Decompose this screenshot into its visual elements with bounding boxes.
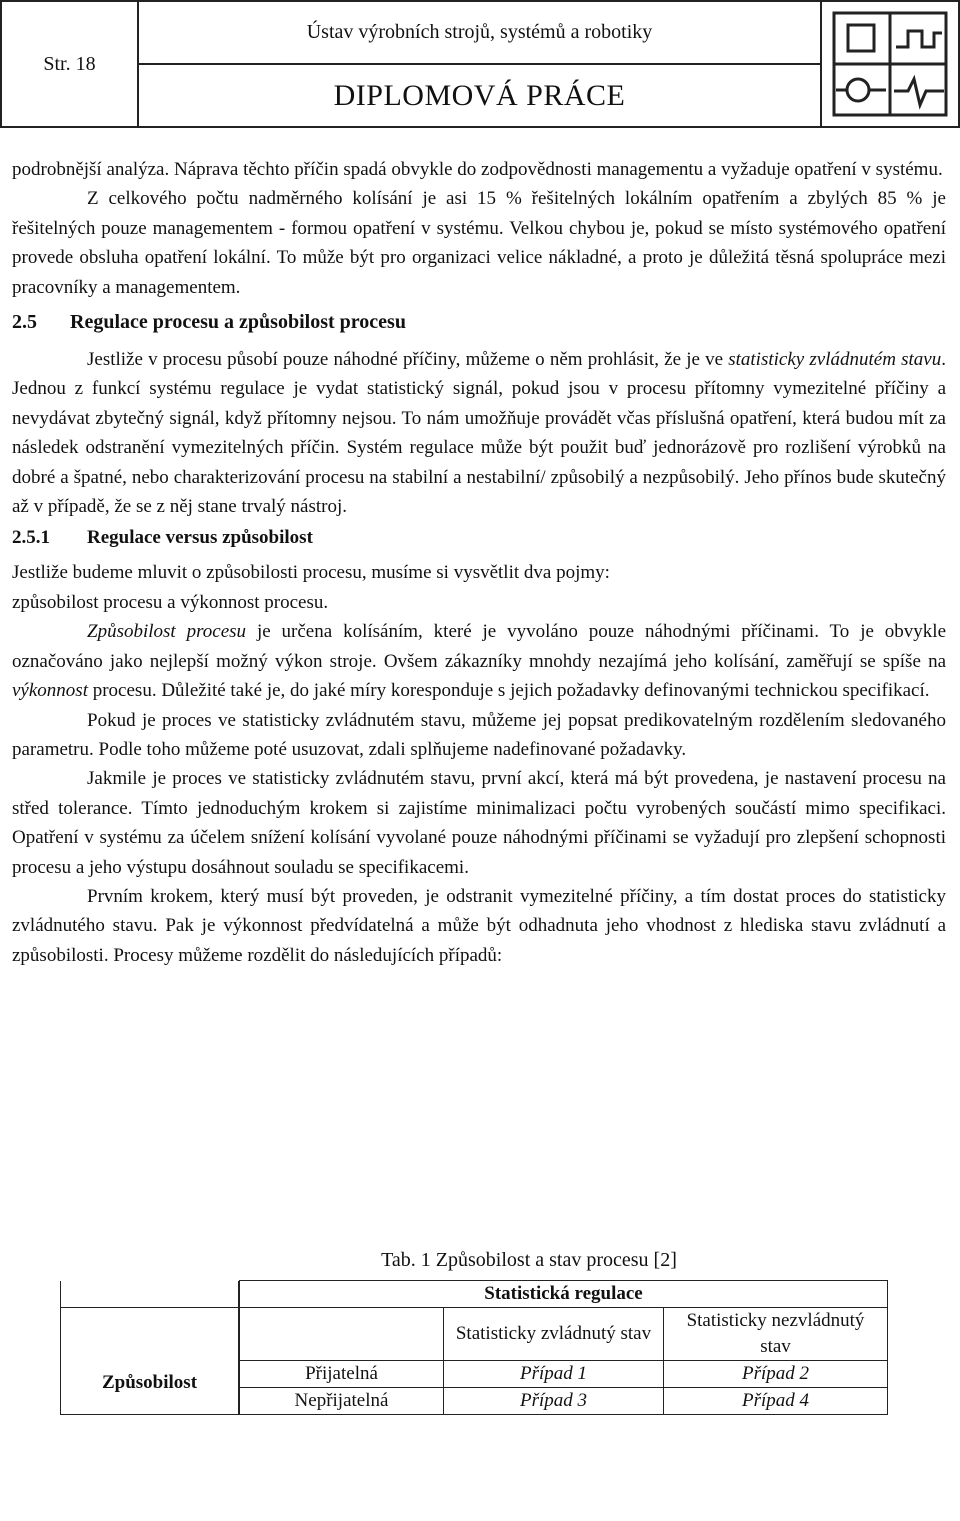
section-title: Regulace procesu a způsobilost procesu <box>70 311 406 334</box>
text-run: procesu. Důležité také je, do jaké míry koresponduje s jejich požadavky definovanými technickou specifikací. <box>87 680 930 702</box>
table-cell: Případ 1 <box>444 1361 664 1388</box>
table-corner-cell <box>61 1281 239 1308</box>
table-cell <box>240 1308 444 1361</box>
text-run: . Jednou z funkcí systému regulace je vydat statistický signál, pokud jsou v procesu přítomny vymezitelné příčiny a nevydávat zbytečný signál, když přítomny nejsou. To nám umožňuje provádět včas příslušná opatření, která budou mít za následek odstranění vymezitelných příčin. Systém regulace může být použit buď jednorázově pro rozlišení výrobků na dobré a špatné, nebo charakterizování procesu na stabilní a nestabilní/ způsobilý a nezpůsobilý. Jeho přínos bude skutečný až v případě, že se z něj stane trvalý nástroj. <box>12 349 946 518</box>
emphasis-text: výkonnost <box>12 680 88 702</box>
institute-logo-icon <box>822 2 958 126</box>
column-header: Statisticky zvládnutý stav <box>444 1308 664 1361</box>
emphasis-text: Způsobilost procesu <box>87 621 247 643</box>
subsection-heading <box>12 523 946 552</box>
paragraph-line: Jestliže budeme mluvit o způsobilosti procesu, musíme si vysvětlit dva pojmy: <box>12 562 610 584</box>
paragraph: Pokud je proces ve statisticky zvládnutém stavu, můžeme jej popsat predikovatelným rozdělením sledovaného parametru. Podle toho můžeme poté usuzovat, zdali splňujeme nadefinované požadavky. <box>12 709 946 760</box>
paragraph-line: způsobilost procesu a výkonnost procesu. <box>12 591 329 613</box>
emphasis-text: statisticky zvládnutém stavu <box>728 349 942 371</box>
row-label: Přijatelná <box>240 1361 444 1388</box>
paragraph: podrobnější analýza. Náprava těchto příčin spadá obvykle do zodpovědnosti managementu a vyžaduje opatření v systému. <box>12 159 943 180</box>
table-cell: Případ 2 <box>664 1361 888 1388</box>
group-header: Statistická regulace <box>240 1281 888 1308</box>
page-header <box>0 0 960 128</box>
table-row <box>61 1308 888 1361</box>
paragraph: Jakmile je proces ve statisticky zvládnutém stavu, první akcí, která má být provedena, je nastavení procesu na střed tolerance. Tímto jednoduchým krokem si zajistíme minimalizaci počtu vyrobených součástí mimo specifikaci. Opatření v systému za účelem snížení kolísání vyvolané pouze náhodnými příčinami se vyžadují pro zlepšení schopnosti procesu a jeho výstupu dosáhnout souladu se specifikacemi. <box>12 768 946 878</box>
capability-table <box>60 1280 888 1415</box>
table-caption: Tab. 1 Způsobilost a stav procesu [2] <box>381 1249 677 1271</box>
column-header: Statisticky nezvládnutý stav <box>664 1308 888 1361</box>
paragraph: Prvním krokem, který musí být proveden, je odstranit vymezitelné příčiny, a tím dostat proces do statisticky zvládnutého stavu. Pak je výkonnost předvídatelná a může být odhadnuta jeho vhodnost z hlediska stavu zvládnutí a způsobilosti. Procesy můžeme rozdělit do následujících případů: <box>12 885 946 966</box>
subsection-number: 2.5.1 <box>12 527 50 549</box>
text-run: Jestliže v procesu působí pouze náhodné příčiny, můžeme o něm prohlásit, že je ve <box>87 349 729 371</box>
thesis-type: DIPLOMOVÁ PRÁCE <box>333 78 626 112</box>
page-number: Str. 18 <box>2 2 139 126</box>
header-titles <box>139 2 822 126</box>
section-number: 2.5 <box>12 311 37 334</box>
section-heading <box>12 308 946 337</box>
table-cell: Případ 3 <box>444 1388 664 1415</box>
row-label: Nepřijatelná <box>240 1388 444 1415</box>
institute-name: Ústav výrobních strojů, systémů a robotiky <box>139 2 820 65</box>
paragraph <box>12 345 946 521</box>
text-run: je určena kolísáním, které je vyvoláno pouze náhodnými příčinami. To je obvykle označováno jako nejlepší možný výkon stroje. Ovšem zákazníky mnohdy nezajímá jeho kolísání, zaměřují se spíše na <box>12 621 947 672</box>
logo-graphic-icon <box>830 9 950 119</box>
paragraph: Z celkového počtu nadměrného kolísání je asi 15 % řešitelných lokálním opatřením a zbylých 85 % je řešitelných pouze managementem - formou opatření v systému. Velkou chybou je, pokud se místo systémového opatření provede obsluha opatření lokální. To může být pro organizaci velice nákladné, a proto je důležitá těsná spolupráce mezi pracovníky a managementem. <box>12 188 946 298</box>
table-cell: Případ 4 <box>664 1388 888 1415</box>
subsection-title: Regulace versus způsobilost <box>87 527 313 549</box>
page-content <box>12 155 946 970</box>
paragraph <box>12 617 946 705</box>
row-group-header: Způsobilost <box>61 1308 239 1415</box>
table-row <box>61 1281 888 1308</box>
